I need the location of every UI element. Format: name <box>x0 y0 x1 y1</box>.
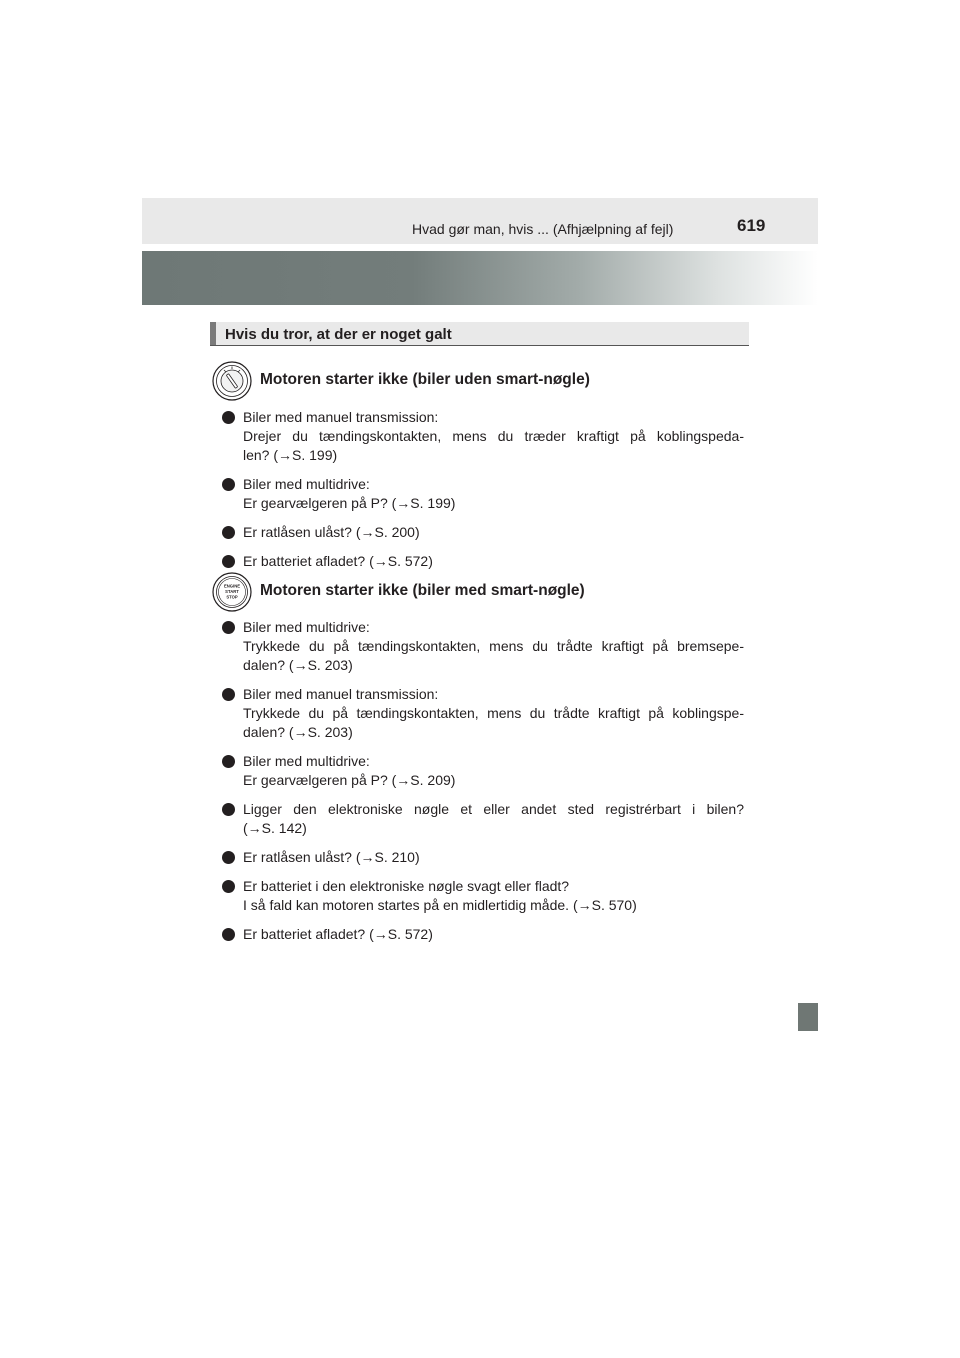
item-line: Biler med multidrive: <box>243 476 370 492</box>
list-item <box>222 408 744 465</box>
item-line: Er batteriet i den elektroniske nøgle svagt eller fladt? <box>243 878 570 894</box>
item-line: Er ratlåsen ulåst? (→S. 200) <box>243 524 420 540</box>
section-title <box>210 322 749 346</box>
bullet-dot <box>222 411 235 424</box>
list-item <box>222 877 744 915</box>
list-item <box>222 552 744 571</box>
item-line: Biler med multidrive: <box>243 753 370 769</box>
list-item <box>222 848 744 867</box>
button-text-engine: ENGINE <box>223 583 241 589</box>
list-item <box>222 752 744 790</box>
bullet-dot <box>222 526 235 539</box>
bullet-dot <box>222 928 235 941</box>
item-line: Biler med manuel transmission: <box>243 686 439 702</box>
chapter-tab-marker <box>798 1003 818 1031</box>
bullet-list-smart-key <box>222 618 744 954</box>
subsection-heading-text: Motoren starter ikke (biler uden smart-nøgle) <box>260 371 590 388</box>
bullet-dot <box>222 880 235 893</box>
decorative-gradient-band <box>142 251 818 305</box>
subsection-heading-no-smart-key <box>212 361 772 401</box>
item-line: Er gearvælgeren på P? (→S. 199) <box>243 495 456 511</box>
list-item <box>222 475 744 513</box>
item-line: Trykkede du på tændingskontakten, mens du trådte kraftigt på koblingspe- <box>243 705 744 721</box>
item-line: Ligger den elektroniske nøgle et eller andet sted registrérbart i bilen? <box>243 801 744 817</box>
bullet-dot <box>222 621 235 634</box>
item-line: len? (→S. 199) <box>243 447 338 463</box>
bullet-dot <box>222 478 235 491</box>
page-number: 619 <box>737 216 766 235</box>
item-line: Biler med multidrive: <box>243 619 370 635</box>
engine-start-stop-button-icon <box>212 572 252 612</box>
item-line: (→S. 142) <box>243 820 307 836</box>
bullet-dot <box>222 755 235 768</box>
item-line: dalen? (→S. 203) <box>243 657 353 673</box>
section-title-accent <box>210 322 216 345</box>
item-line: Er ratlåsen ulåst? (→S. 210) <box>243 849 420 865</box>
bullet-dot <box>222 688 235 701</box>
list-item <box>222 685 744 742</box>
item-line: Trykkede du på tændingskontakten, mens du trådte kraftigt på bremsepe- <box>243 638 744 654</box>
bullet-dot <box>222 555 235 568</box>
ignition-key-switch-icon <box>212 361 252 401</box>
bullet-dot <box>222 803 235 816</box>
item-line: dalen? (→S. 203) <box>243 724 353 740</box>
bullet-dot <box>222 851 235 864</box>
subsection-heading-text: Motoren starter ikke (biler med smart-nøgle) <box>260 582 585 599</box>
item-line: Biler med manuel transmission: <box>243 409 439 425</box>
subsection-heading-smart-key <box>212 572 772 612</box>
chapter-title: Hvad gør man, hvis ... (Afhjælpning af fejl) <box>412 221 674 237</box>
item-line: Er batteriet afladet? (→S. 572) <box>243 926 433 942</box>
item-line: Drejer du tændingskontakten, mens du træder kraftigt på koblingspeda- <box>243 428 744 444</box>
list-item <box>222 800 744 838</box>
button-text-start: START <box>225 589 239 594</box>
button-text-stop: STOP <box>226 594 238 600</box>
item-line: Er gearvælgeren på P? (→S. 209) <box>243 772 456 788</box>
list-item <box>222 523 744 542</box>
item-line: Er batteriet afladet? (→S. 572) <box>243 553 433 569</box>
item-line: I så fald kan motoren startes på en midlertidig måde. (→S. 570) <box>243 897 637 913</box>
list-item <box>222 925 744 944</box>
bullet-list-no-smart-key <box>222 408 744 581</box>
list-item <box>222 618 744 675</box>
section-title-text: Hvis du tror, at der er noget galt <box>225 326 452 343</box>
